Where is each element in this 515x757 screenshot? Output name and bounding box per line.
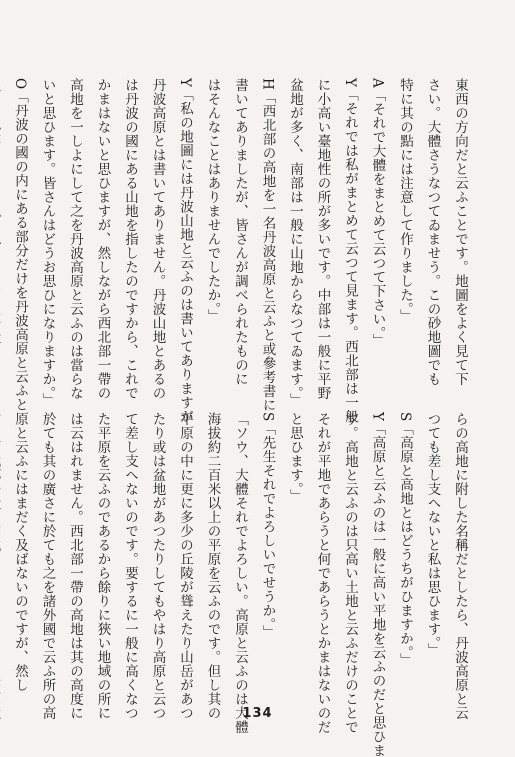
text-column: 原と云ふにはまだく及ばないのですが、然し [12,412,28,692]
text-column: A「それで大體をまとめて云つて下さい。」 [369,78,386,348]
text-column: は云はれません。西北部一帶の高地は其の高度に [67,412,83,720]
text-column: たり或は盆地があつたりしてもやはり高原と云つ [149,412,166,720]
text-column: O「丹波の國の内にある部分だけを丹波高原と云ふと [12,78,28,412]
text-column: 於ても其の廣さに於ても之を諸外國で云ふ所の高 [39,412,56,720]
text-column: かまはないと思ひますが、然しながら西北部一帶の [94,78,111,400]
text-column: S「先生それでよろしいでせうか。」 [259,412,276,639]
text-column: と思ひます。」 [287,412,303,504]
text-column: はそんなことはありませんでしたか。」 [204,78,221,324]
page-number: 134 [242,706,273,721]
text-column: 特に其の點には注意して作りました。」 [397,78,413,324]
text-column: 海拔約二百米以上の平原を云ふのです。但し其の [204,412,221,720]
text-column: 書いてありましたが、皆さんが調べられたものに [232,78,248,386]
text-column: 「ソウ、大體それでよろしい。高原と云ふのは大體 [232,412,248,734]
text-column: 東西の方向だと云ふことです。地圖をよく見て下 [452,78,468,386]
text-column: つても差し支へないと私は思ひます。」 [424,412,441,658]
text-column: 盆地が多く、南部は一般に山地からなつてゐます。」 [287,78,303,408]
text-column: Y「それでは私がまとめて云つて見ます。西北部は一般 [342,78,358,424]
text-column: た平原を云ふのであるから餘りに狹い地域の所に [94,412,111,720]
text-column: に小高い臺地性の所が多いです。中部は一般に平野 [314,78,331,400]
text-column: Y「高原と云ふのは一般に高い平地を云ふのだと思ひま [369,412,386,757]
text-column [0,78,6,368]
text-column: 高地を一しよにして之を丹波高原と云ふのは當らな [67,78,83,400]
text-column: S「高原と高地とはどうちがひますか。」 [397,412,413,667]
upper-text-block [0,78,473,424]
text-column: いと思ひます。皆さんはどうお思ひになりますか。」 [39,78,56,408]
text-column: Y「私の地圖には丹波山地と云ふのは書いてありますが [177,78,193,424]
text-column: それが平地であらうと何であらうとかまはないのだ [314,412,331,734]
text-column: さい。大體さうなつてゐませう。この砂地圖でも [424,78,441,386]
text-column: 平原の中に更に多少の丘陵が聳えたり山岳があつ [177,412,193,720]
text-column: す。高地と云ふのは只高い土地と云ふだけのことで [342,412,358,734]
text-column: らの高地に附した名稱だとしたら、丹波高原と云 [452,412,468,720]
text-column: て差し支へないのです。要するに一般に高くなつ [122,412,138,720]
text-column: 丹波高原とは書いてありません。丹波山地とあるの [149,78,166,400]
text-column [0,412,6,702]
text-column: は丹波の國にある山地を指したのですから、これで [122,78,138,400]
text-column: H「西北部の高地を一名丹波高原と云ふと或參考書に [259,78,276,413]
